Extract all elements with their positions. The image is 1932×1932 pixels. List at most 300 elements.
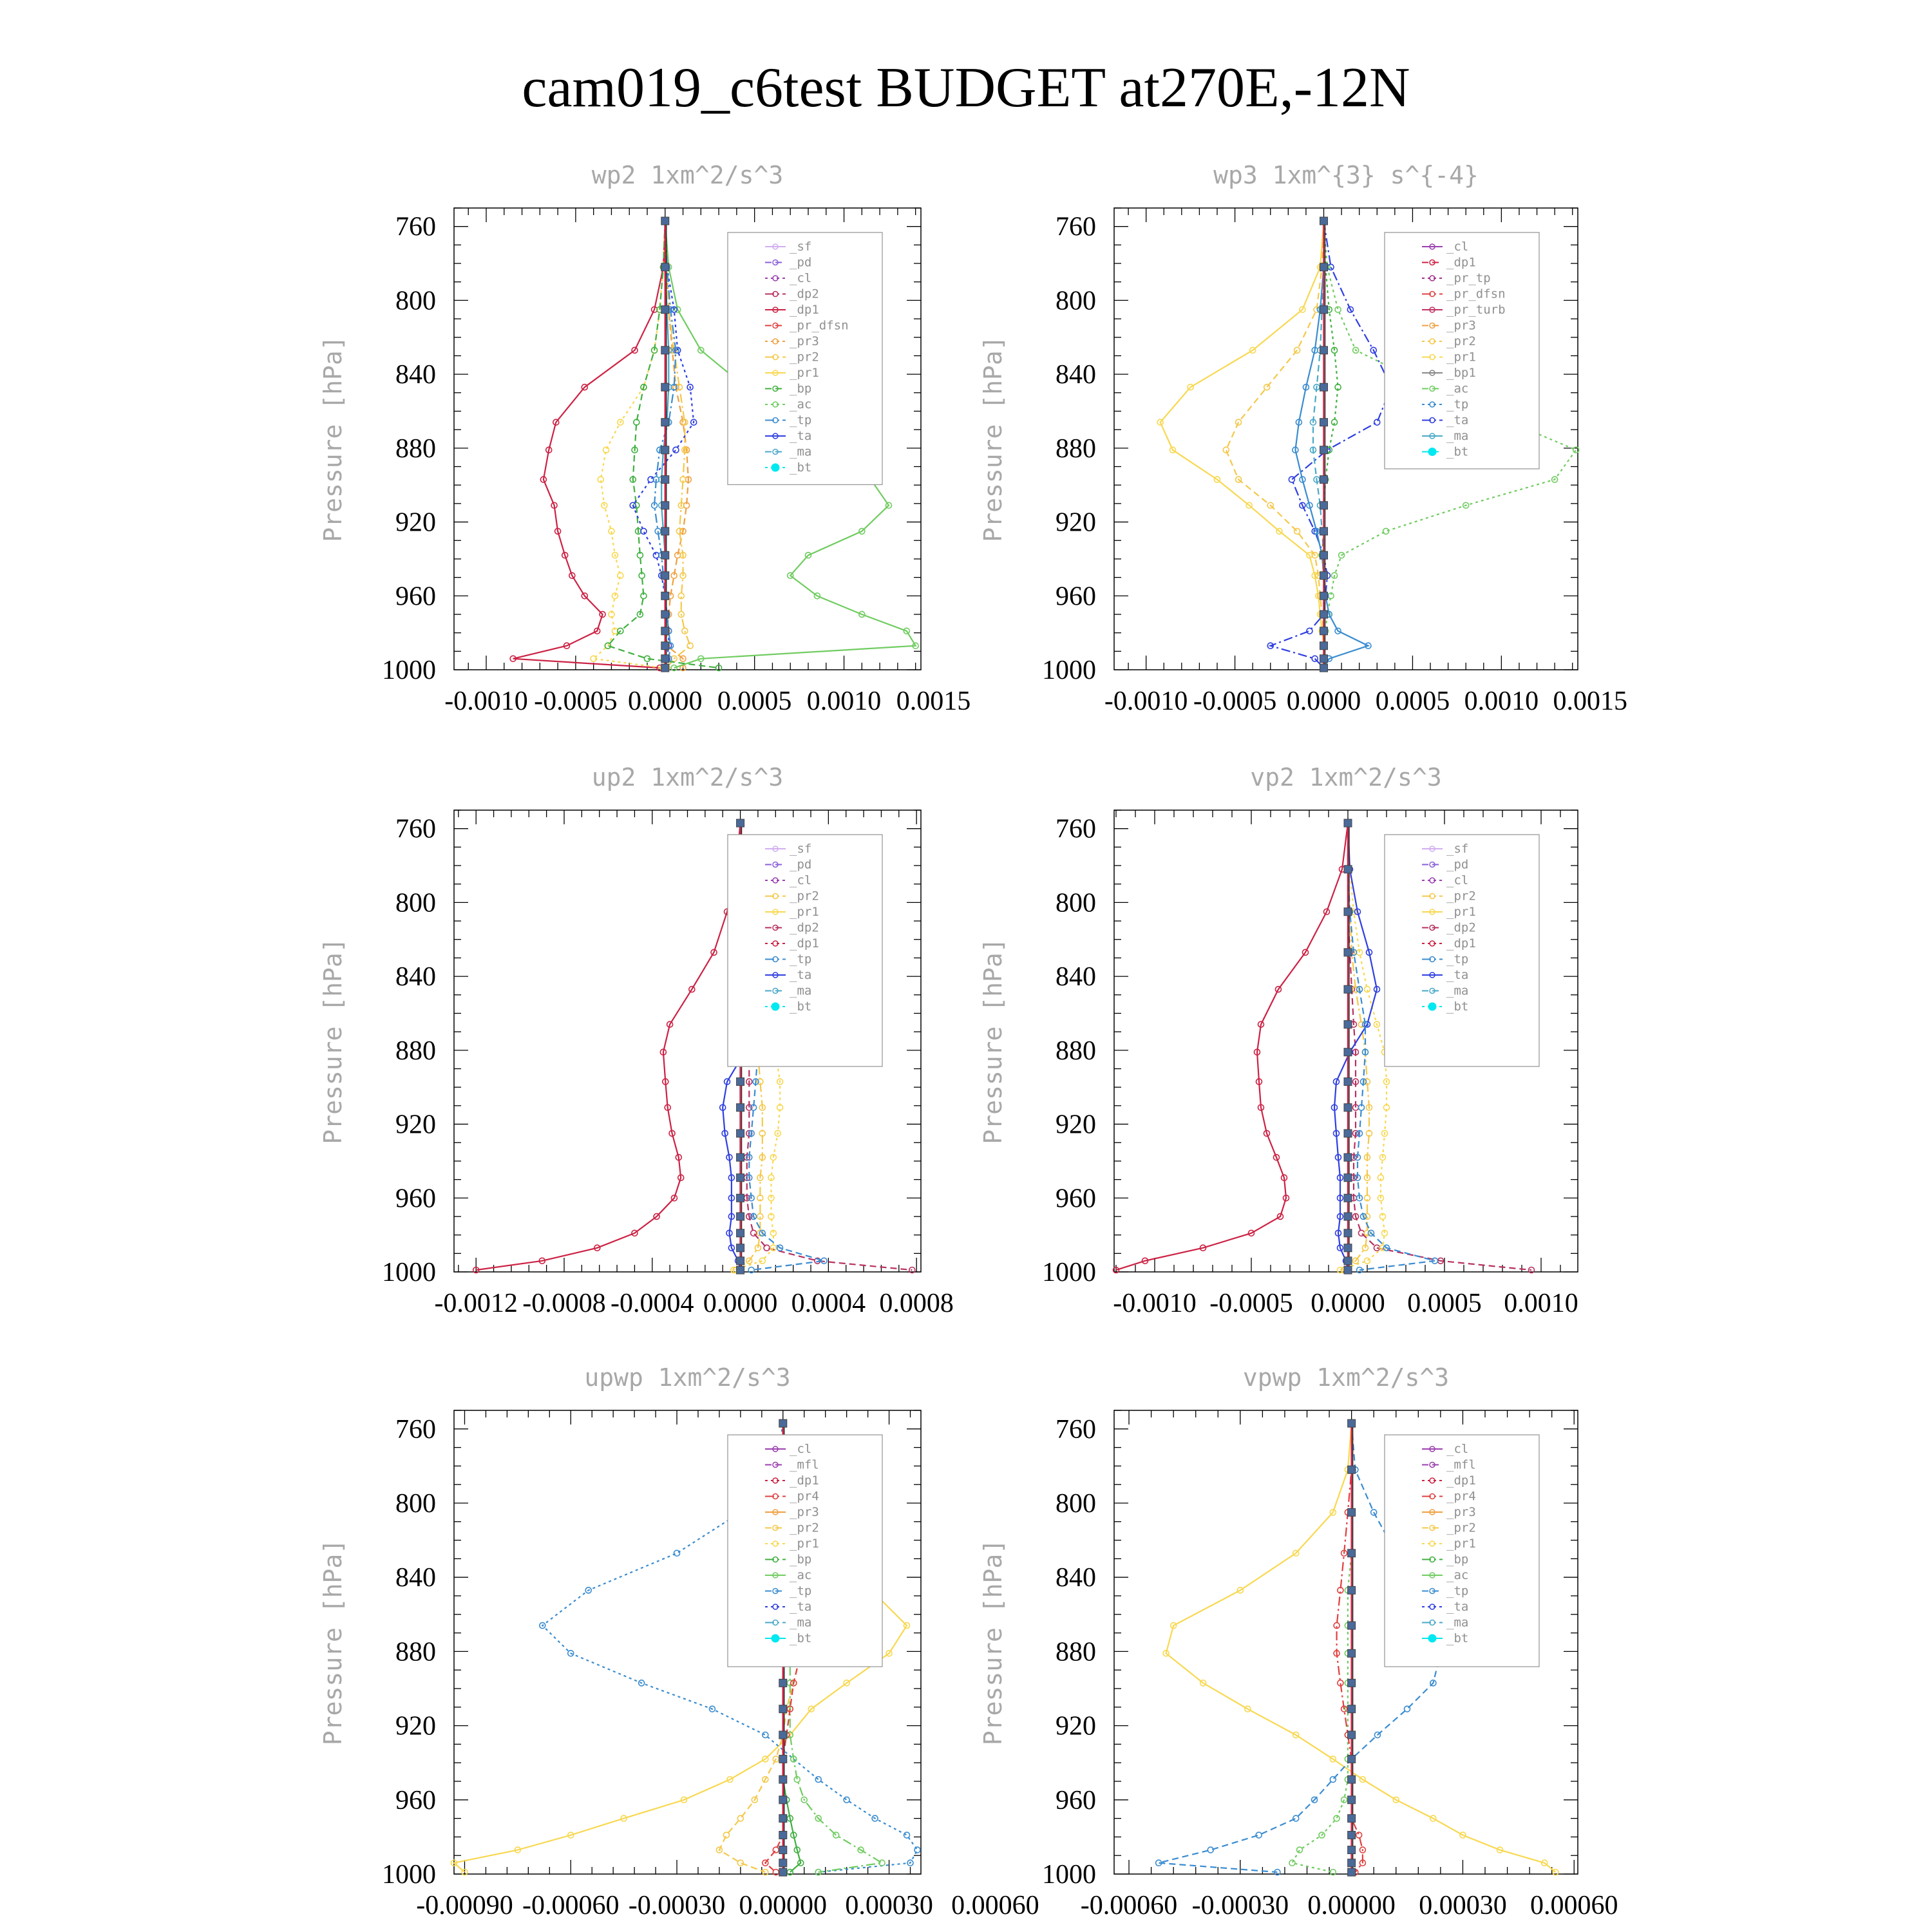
data-point (751, 1230, 757, 1236)
zero-marker (661, 592, 669, 600)
legend-label: _pr2 (790, 889, 819, 904)
legend-label: _sf (790, 240, 812, 254)
data-point (1365, 1258, 1370, 1264)
series-line (608, 221, 719, 668)
zero-marker (779, 1868, 787, 1876)
series-line (1334, 823, 1377, 1270)
x-tick-label: -0.00030 (628, 1891, 726, 1920)
y-tick-label: 840 (395, 962, 436, 992)
legend-label: _dp2 (1446, 920, 1476, 935)
y-tick-label: 880 (395, 433, 436, 464)
y-tick-label: 920 (395, 1110, 436, 1140)
x-tick-label: 0.00000 (739, 1891, 828, 1920)
legend-label: _dp1 (1446, 255, 1476, 270)
legend-label: _tp (790, 413, 812, 428)
y-tick-label: 920 (1056, 1711, 1096, 1741)
zero-marker (1344, 1213, 1352, 1220)
zero-marker (1348, 1859, 1356, 1867)
legend-label: _bt (790, 1631, 812, 1645)
panel-title: wp3 1xm^{3} s^{-4} (1213, 161, 1479, 189)
y-tick-label: 920 (1056, 1110, 1096, 1140)
legend-label: _tp (1446, 952, 1469, 967)
zero-marker (1348, 1649, 1356, 1657)
legend-label: _mfl (1446, 1457, 1476, 1472)
legend-label: _cl (790, 1442, 812, 1456)
zero-marker (1348, 1466, 1356, 1473)
data-point (1289, 1860, 1295, 1866)
y-tick-label: 960 (1056, 1184, 1096, 1214)
data-point (1293, 1815, 1299, 1821)
y-tick-label: 960 (1056, 1785, 1096, 1815)
zero-marker (1344, 1194, 1352, 1202)
y-tick-label: 960 (395, 1785, 436, 1815)
zero-marker (661, 655, 669, 663)
data-point (723, 1832, 729, 1838)
legend-label: _pr_dfsn (1446, 287, 1506, 301)
legend-label: _sf (1446, 842, 1469, 856)
data-point (673, 447, 679, 453)
panel-title: upwp 1xm^2/s^3 (584, 1363, 791, 1392)
legend-label: _pd (790, 255, 812, 270)
y-axis-label: Pressure [hPa] (979, 938, 1007, 1144)
y-tick-label: 1000 (1042, 1258, 1096, 1287)
zero-marker (1344, 1266, 1352, 1274)
legend-label: _pr3 (1446, 1505, 1476, 1519)
legend-label: _tp (1446, 1584, 1469, 1598)
zero-marker (1320, 551, 1328, 559)
legend-label: _sf (790, 842, 812, 856)
zero-marker (1348, 1508, 1356, 1516)
legend-label: _bt (1446, 444, 1469, 459)
legend-label: _cl (790, 271, 812, 285)
x-tick-label: 0.0005 (1407, 1289, 1482, 1318)
zero-marker (1320, 611, 1328, 618)
legend-label: _bt (790, 460, 812, 475)
series-line (1160, 221, 1324, 668)
legend-label: _pr2 (790, 1520, 819, 1535)
zero-marker (737, 1257, 744, 1265)
zero-marker (1320, 572, 1328, 580)
y-tick-label: 760 (1056, 1414, 1096, 1444)
legend-label: _ma (1446, 1615, 1469, 1630)
legend-label: _pr_tp (1446, 271, 1491, 285)
zero-marker (1320, 306, 1328, 314)
legend-label: _pr1 (1446, 905, 1476, 919)
zero-marker (1320, 627, 1328, 635)
legend-label: _pr_dfsn (790, 318, 849, 333)
legend-label: _pr3 (790, 334, 819, 348)
y-tick-label: 760 (395, 1414, 436, 1444)
legend-label: _ac (1446, 1568, 1469, 1582)
legend-label: _pr3 (790, 1505, 819, 1519)
legend-marker (772, 1634, 779, 1642)
zero-marker (1320, 383, 1328, 391)
series-line (1293, 1423, 1352, 1872)
zero-marker (1344, 866, 1352, 873)
data-point (844, 1797, 849, 1803)
legend-label: _ac (790, 1568, 812, 1582)
data-point (737, 1815, 743, 1821)
y-tick-label: 960 (1056, 582, 1096, 612)
zero-marker (1348, 1868, 1356, 1876)
y-axis-label: Pressure [hPa] (319, 336, 347, 542)
y-axis-label: Pressure [hPa] (319, 938, 347, 1144)
x-tick-label: -0.0010 (1104, 687, 1188, 716)
legend-label: _bt (790, 999, 812, 1014)
legend-label: _ta (790, 968, 812, 982)
legend-label: _ta (1446, 413, 1469, 428)
data-point (1359, 1230, 1365, 1236)
zero-marker (661, 627, 669, 635)
y-tick-label: 800 (395, 286, 436, 316)
zero-marker (737, 1078, 744, 1086)
y-tick-label: 760 (1056, 814, 1096, 844)
legend-label: _bp (1446, 1552, 1469, 1567)
data-point (674, 1550, 680, 1556)
zero-marker (661, 664, 669, 672)
zero-marker (1348, 1679, 1356, 1687)
data-point (1297, 1847, 1303, 1853)
zero-marker (1344, 1153, 1352, 1161)
zero-marker (779, 1776, 787, 1783)
x-tick-label: 0.0010 (1504, 1289, 1578, 1318)
x-tick-label: -0.0005 (1193, 687, 1277, 716)
legend-label: _pr2 (1446, 334, 1476, 348)
zero-marker (1348, 1755, 1356, 1763)
y-tick-label: 880 (1056, 433, 1096, 464)
data-point (1264, 384, 1270, 390)
zero-marker (1344, 1021, 1352, 1028)
series-line (1271, 221, 1392, 668)
series-line (665, 221, 690, 668)
zero-marker (737, 1229, 744, 1237)
panel-title: vp2 1xm^2/s^3 (1250, 763, 1442, 791)
zero-marker (779, 1796, 787, 1804)
zero-marker (779, 1419, 787, 1427)
zero-marker (1320, 664, 1328, 672)
legend-label: _pd (1446, 857, 1469, 872)
x-tick-label: 0.00060 (951, 1891, 1039, 1920)
zero-marker (661, 263, 669, 271)
zero-marker (737, 819, 744, 827)
zero-marker (1348, 1776, 1356, 1783)
legend-label: _pr1 (1446, 350, 1476, 365)
y-tick-label: 1000 (1042, 656, 1096, 685)
data-point (904, 1832, 910, 1838)
y-tick-label: 920 (395, 507, 436, 538)
legend-label: _ac (790, 397, 812, 412)
x-tick-label: -0.0010 (444, 687, 528, 716)
legend-marker (1428, 1634, 1436, 1642)
legend-label: _bp (790, 381, 812, 396)
legend-label: _dp1 (790, 303, 819, 317)
x-tick-label: 0.0010 (806, 687, 882, 716)
data-point (757, 1213, 763, 1219)
legend-marker (1428, 1003, 1436, 1010)
legend-marker (1428, 448, 1436, 456)
zero-marker (661, 476, 669, 484)
x-tick-label: -0.0008 (522, 1289, 606, 1318)
zero-marker (661, 446, 669, 454)
x-tick-label: -0.0005 (534, 687, 618, 716)
zero-marker (661, 217, 669, 225)
zero-marker (661, 306, 669, 314)
panel-title: vpwp 1xm^2/s^3 (1242, 1363, 1450, 1392)
legend-label: _dp1 (1446, 936, 1476, 951)
zero-marker (661, 346, 669, 354)
x-tick-label: 0.0004 (791, 1289, 866, 1318)
zero-marker (1348, 1419, 1356, 1427)
legend-label: _pr1 (790, 1537, 819, 1551)
zero-marker (661, 551, 669, 559)
legend-label: _pr_turb (1446, 303, 1506, 317)
legend-label: _mfl (790, 1457, 819, 1472)
zero-marker (1348, 1832, 1356, 1839)
legend-label: _cl (1446, 873, 1469, 887)
zero-marker (779, 1731, 787, 1739)
zero-marker (1348, 1705, 1356, 1713)
zero-marker (779, 1679, 787, 1687)
chart-panel (979, 763, 1578, 1318)
legend-label: _pr4 (1446, 1489, 1476, 1504)
series-line (476, 823, 740, 1270)
series-line (594, 221, 665, 668)
data-point (1405, 1706, 1410, 1712)
legend-label: _ma (790, 983, 812, 998)
data-point (1356, 1832, 1362, 1838)
zero-marker (1320, 502, 1328, 509)
y-tick-label: 840 (1056, 1563, 1096, 1593)
x-tick-label: -0.00030 (1191, 1891, 1289, 1920)
legend-label: _tp (790, 1584, 812, 1598)
legend-label: _pr2 (1446, 1520, 1476, 1535)
x-tick-label: 0.0005 (717, 687, 792, 716)
series-line (1226, 221, 1324, 668)
zero-marker (1348, 1622, 1356, 1629)
legend-label: _cl (1446, 240, 1469, 254)
chart-panel (319, 1363, 1039, 1920)
zero-marker (737, 1130, 744, 1137)
zero-marker (661, 502, 669, 509)
x-tick-label: -0.0010 (1113, 1289, 1197, 1318)
zero-marker (1344, 1130, 1352, 1137)
y-tick-label: 840 (1056, 360, 1096, 390)
legend-label: _dp2 (790, 287, 819, 301)
zero-marker (1348, 1815, 1356, 1823)
zero-marker (1320, 346, 1328, 354)
legend-label: _tp (1446, 397, 1469, 412)
y-tick-label: 880 (395, 1036, 436, 1066)
zero-marker (1320, 592, 1328, 600)
x-tick-label: 0.0000 (628, 687, 703, 716)
zero-marker (779, 1755, 787, 1763)
zero-marker (1348, 1549, 1356, 1557)
y-tick-label: 800 (1056, 1489, 1096, 1519)
legend-label: _ta (790, 429, 812, 443)
y-tick-label: 840 (395, 1563, 436, 1593)
x-tick-label: 0.0000 (1311, 1289, 1385, 1318)
legend-label: _ta (1446, 1600, 1469, 1614)
x-tick-label: 0.00000 (1307, 1891, 1396, 1920)
legend-label: _bp1 (1446, 366, 1476, 380)
x-tick-label: 0.0000 (703, 1289, 778, 1318)
x-tick-label: 0.0005 (1375, 687, 1450, 716)
y-axis-label: Pressure [hPa] (319, 1539, 347, 1746)
data-point (773, 1847, 779, 1853)
zero-marker (1320, 263, 1328, 271)
legend-label: _pr1 (1446, 1537, 1476, 1551)
legend-label: _ta (790, 1600, 812, 1614)
legend-label: _dp1 (790, 936, 819, 951)
data-point (815, 1777, 821, 1783)
chart-panel (319, 161, 971, 716)
zero-marker (1348, 1586, 1356, 1594)
y-tick-label: 960 (395, 582, 436, 612)
zero-marker (661, 527, 669, 535)
x-tick-label: -0.00060 (1080, 1891, 1178, 1920)
x-tick-label: 0.0015 (1553, 687, 1628, 716)
zero-marker (1320, 655, 1328, 663)
y-tick-label: 800 (395, 1489, 436, 1519)
legend-marker (772, 464, 779, 471)
y-tick-label: 760 (395, 814, 436, 844)
zero-marker (1344, 1078, 1352, 1086)
y-tick-label: 840 (395, 360, 436, 390)
data-point (1334, 1815, 1340, 1821)
page-title: cam019_c6test BUDGET at270E,-12N (522, 57, 1410, 119)
zero-marker (1320, 642, 1328, 650)
x-tick-label: 0.00030 (845, 1891, 933, 1920)
zero-marker (737, 1194, 744, 1202)
legend-label: _pd (790, 857, 812, 872)
zero-marker (661, 383, 669, 391)
y-tick-label: 840 (1056, 962, 1096, 992)
x-tick-label: -0.00090 (416, 1891, 513, 1920)
x-tick-label: -0.0004 (611, 1289, 694, 1318)
zero-marker (661, 611, 669, 618)
x-tick-label: 0.0015 (896, 687, 971, 716)
y-axis-label: Pressure [hPa] (979, 336, 1007, 542)
y-tick-label: 1000 (1042, 1860, 1096, 1889)
y-tick-label: 760 (1056, 212, 1096, 242)
zero-marker (1344, 1229, 1352, 1237)
y-tick-label: 1000 (382, 656, 436, 685)
legend-label: _tp (790, 952, 812, 967)
legend-label: _bt (1446, 1631, 1469, 1645)
zero-marker (779, 1859, 787, 1867)
data-point (1330, 1777, 1336, 1783)
x-tick-label: -0.00060 (522, 1891, 620, 1920)
y-tick-label: 880 (1056, 1637, 1096, 1667)
legend-label: _ac (1446, 381, 1469, 396)
y-axis-label: Pressure [hPa] (979, 1539, 1007, 1746)
data-point (1289, 477, 1294, 482)
legend-label: _dp2 (790, 920, 819, 935)
x-tick-label: -0.0005 (1209, 1289, 1293, 1318)
zero-marker (1320, 527, 1328, 535)
zero-marker (737, 1244, 744, 1252)
legend-label: _bt (1446, 999, 1469, 1014)
data-point (1294, 528, 1300, 534)
chart-panel (979, 161, 1627, 716)
zero-marker (1344, 949, 1352, 956)
zero-marker (1344, 1174, 1352, 1182)
x-tick-label: 0.00030 (1419, 1891, 1507, 1920)
zero-marker (1320, 419, 1328, 426)
zero-marker (661, 419, 669, 426)
y-tick-label: 880 (395, 1637, 436, 1667)
zero-marker (1344, 819, 1352, 827)
zero-marker (737, 1266, 744, 1274)
y-tick-label: 1000 (382, 1860, 436, 1889)
series-line (1295, 221, 1368, 668)
legend-label: _bp (790, 1552, 812, 1567)
legend-label: _ma (1446, 983, 1469, 998)
zero-marker (1348, 1796, 1356, 1804)
zero-marker (661, 572, 669, 580)
zero-marker (1344, 1257, 1352, 1265)
zero-marker (1320, 446, 1328, 454)
legend-label: _ma (790, 1615, 812, 1630)
zero-marker (779, 1815, 787, 1823)
x-tick-label: 0.0000 (1286, 687, 1361, 716)
data-point (1307, 628, 1312, 634)
y-tick-label: 960 (395, 1184, 436, 1214)
zero-marker (779, 1832, 787, 1839)
y-tick-label: 800 (1056, 286, 1096, 316)
zero-marker (1344, 1244, 1352, 1252)
panel-title: wp2 1xm^2/s^3 (591, 161, 784, 189)
legend-label: _dp1 (1446, 1473, 1476, 1488)
data-point (1374, 419, 1380, 425)
y-tick-label: 800 (1056, 888, 1096, 918)
x-tick-label: 0.00060 (1530, 1891, 1618, 1920)
x-tick-label: 0.0010 (1464, 687, 1539, 716)
y-tick-label: 1000 (382, 1258, 436, 1287)
legend-label: _pr2 (1446, 889, 1476, 904)
zero-marker (1344, 1048, 1352, 1056)
zero-marker (1344, 908, 1352, 916)
y-tick-label: 800 (395, 888, 436, 918)
zero-marker (661, 642, 669, 650)
legend-label: _ta (1446, 968, 1469, 982)
zero-marker (1348, 1731, 1356, 1739)
series-line (1116, 823, 1348, 1270)
chart-panel (979, 1363, 1618, 1920)
chart-panel (319, 763, 954, 1318)
zero-marker (737, 1153, 744, 1161)
y-tick-label: 920 (1056, 507, 1096, 538)
legend-label: _ma (790, 444, 812, 459)
legend-label: _pr2 (790, 350, 819, 365)
x-tick-label: 0.0008 (879, 1289, 954, 1318)
y-tick-label: 880 (1056, 1036, 1096, 1066)
legend-label: _ma (1446, 429, 1469, 443)
data-point (1223, 447, 1229, 453)
zero-marker (1348, 1846, 1356, 1854)
legend-label: _pr3 (1446, 318, 1476, 333)
legend-label: _dp1 (790, 1473, 819, 1488)
zero-marker (779, 1846, 787, 1854)
legend-marker (772, 1003, 779, 1010)
zero-marker (737, 1213, 744, 1220)
legend-label: _cl (1446, 1442, 1469, 1456)
zero-marker (1320, 476, 1328, 484)
zero-marker (737, 1104, 744, 1112)
zero-marker (1344, 985, 1352, 993)
data-point (914, 1847, 920, 1853)
zero-marker (1344, 1104, 1352, 1112)
